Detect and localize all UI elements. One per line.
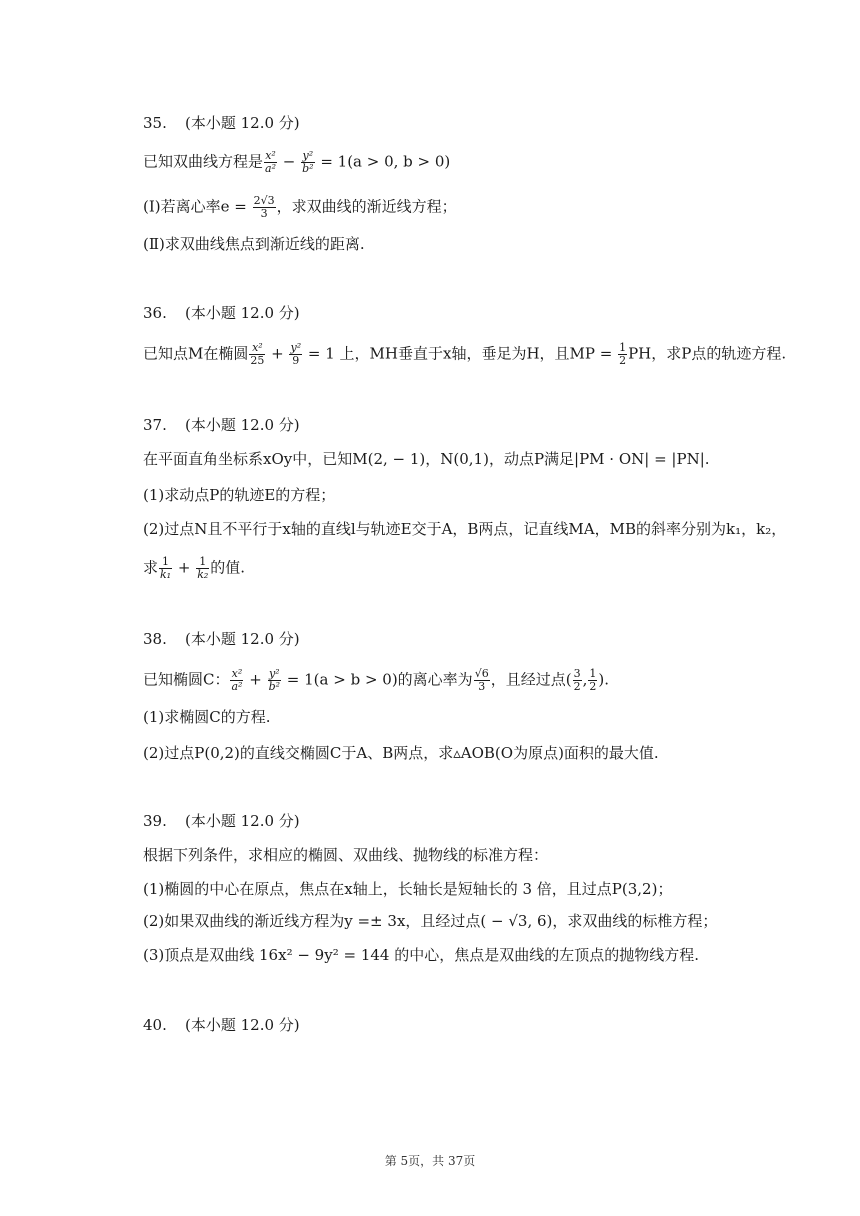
question-38-line-2: (1)求椭圆C的方程. — [143, 708, 271, 726]
text-segment: ，求双曲线的渐近线方程； — [276, 197, 457, 216]
text-segment: 已知椭圆C： — [143, 670, 230, 689]
question-39-header — [143, 810, 300, 832]
fraction-x2-a2: $\frac{\text{x²}}{\text{a²}}$ — [265, 149, 276, 175]
question-points: (本小题 12.0 分) — [185, 416, 300, 434]
question-points: (本小题 12.0 分) — [185, 812, 300, 830]
question-38-line-1: 已知椭圆C： $\frac{\text{x²}}{\text{a²}}$ + $\frac{\text{y²}}{\text{b²}}$ = 1(a > b > 0)的离心率为 $\frac{√6}{3}$ ，且经过点( $\frac{3}{2}$ , $\frac{1}{2}$ ). — [143, 667, 609, 693]
question-number: 36. — [143, 304, 167, 322]
fraction-y2-b2: $\frac{\text{y²}}{\text{b²}}$ — [302, 149, 314, 175]
question-35-line-3: (Ⅱ)求双曲线焦点到渐近线的距离. — [143, 235, 365, 253]
question-37-line-3: (2)过点N且不平行于x轴的直线l与轨迹E交于A，B两点，记直线MA，MB的斜率分别为k₁，k₂， — [143, 520, 787, 538]
text-segment: (Ⅰ)若离心率e = — [143, 197, 247, 216]
fraction-denominator: 3 — [260, 207, 268, 220]
text-segment: 已知双曲线方程是 — [143, 152, 264, 171]
question-37-line-2: (1)求动点P的轨迹E的方程； — [143, 486, 336, 504]
fraction-numerator: 2√3 — [253, 194, 275, 207]
fraction-1-k1: $\frac{1}{\text{k₁}}$ — [160, 555, 172, 581]
question-number: 38. — [143, 630, 167, 648]
question-points: (本小题 12.0 分) — [185, 114, 300, 132]
question-37-line-1: 在平面直角坐标系xOy中，已知M(2, − 1)，N(0,1)，动点P满足|PM · ON| = |PN|. — [143, 450, 710, 468]
fraction-eccentricity — [253, 195, 276, 220]
fraction-y2-b2: $\frac{\text{y²}}{\text{b²}}$ — [268, 667, 281, 693]
text-segment: 求 — [143, 558, 159, 577]
fraction-x2-a2: $\frac{\text{x²}}{\text{a²}}$ — [231, 667, 243, 693]
question-35-line-2 — [143, 195, 457, 220]
fraction-1-k2: $\frac{1}{\text{k₂}}$ — [197, 555, 209, 581]
text-segment: = 1(a > 0, b > 0) — [320, 152, 451, 171]
question-40-header — [143, 1014, 300, 1036]
question-number: 35. — [143, 114, 167, 132]
text-segment: 已知点M在椭圆 — [143, 344, 249, 363]
question-38-line-3: (2)过点P(0,2)的直线交椭圆C于A、B两点，求▵AOB(O为原点)面积的最大值. — [143, 744, 659, 762]
question-37-header — [143, 414, 300, 436]
fraction-sqrt6-3: $\frac{√6}{3}$ — [474, 667, 489, 693]
page-footer: 第 5页，共 37页 — [384, 1154, 476, 1168]
fraction-x2-25: $\frac{\text{x²}}{25}$ — [250, 341, 265, 367]
question-points: (本小题 12.0 分) — [185, 304, 300, 322]
fraction-one-half: $\frac{1}{2}$ — [619, 341, 627, 367]
question-38-header — [143, 628, 300, 650]
question-35-line-1: 已知双曲线方程是 $\frac{\text{x²}}{\text{a²}}$ − $\frac{\text{y²}}{\text{b²}}$ = 1(a > 0, b > 0) — [143, 149, 451, 175]
question-number: 37. — [143, 416, 167, 434]
text-segment: = 1 上，MH垂直于x轴，垂足为H，且MP = — [307, 344, 613, 363]
text-segment: ，且经过点( — [490, 670, 572, 689]
question-39-line-4: (3)顶点是双曲线 16x² − 9y² = 144 的中心，焦点是双曲线的左顶点的抛物线方程. — [143, 946, 699, 964]
question-points: (本小题 12.0 分) — [185, 630, 300, 648]
text-segment: 的值. — [210, 558, 246, 577]
question-points: (本小题 12.0 分) — [185, 1016, 300, 1034]
question-number: 40. — [143, 1016, 167, 1034]
question-36-header — [143, 302, 300, 324]
fraction-y2-9: $\frac{\text{y²}}{9}$ — [290, 341, 302, 367]
question-37-line-4: 求 $\frac{1}{\text{k₁}}$ + $\frac{1}{\text{k₂}}$ 的值. — [143, 555, 246, 581]
question-36-line-1: 已知点M在椭圆 $\frac{\text{x²}}{25}$ + $\frac{\text{y²}}{9}$ = 1 上，MH垂直于x轴，垂足为H，且MP = $\frac{1}{2}$ PH，求P点的轨迹方程. — [143, 341, 787, 367]
question-39-line-1: 根据下列条件，求相应的椭圆、双曲线、抛物线的标准方程： — [143, 846, 549, 864]
question-39-line-2: (1)椭圆的中心在原点，焦点在x轴上，长轴长是短轴长的 3 倍，且过点P(3,2)； — [143, 880, 673, 898]
question-35-header — [143, 112, 300, 134]
question-number: 39. — [143, 812, 167, 830]
fraction-1-2: $\frac{1}{2}$ — [589, 667, 597, 693]
text-segment: = 1(a > b > 0)的离心率为 — [286, 670, 473, 689]
fraction-3-2: $\frac{3}{2}$ — [573, 667, 581, 693]
text-segment: PH，求P点的轨迹方程. — [628, 344, 787, 363]
question-39-line-3: (2)如果双曲线的渐近线方程为y =± 3x，且经过点( − √3, 6)，求双曲线的标椎方程； — [143, 912, 718, 930]
